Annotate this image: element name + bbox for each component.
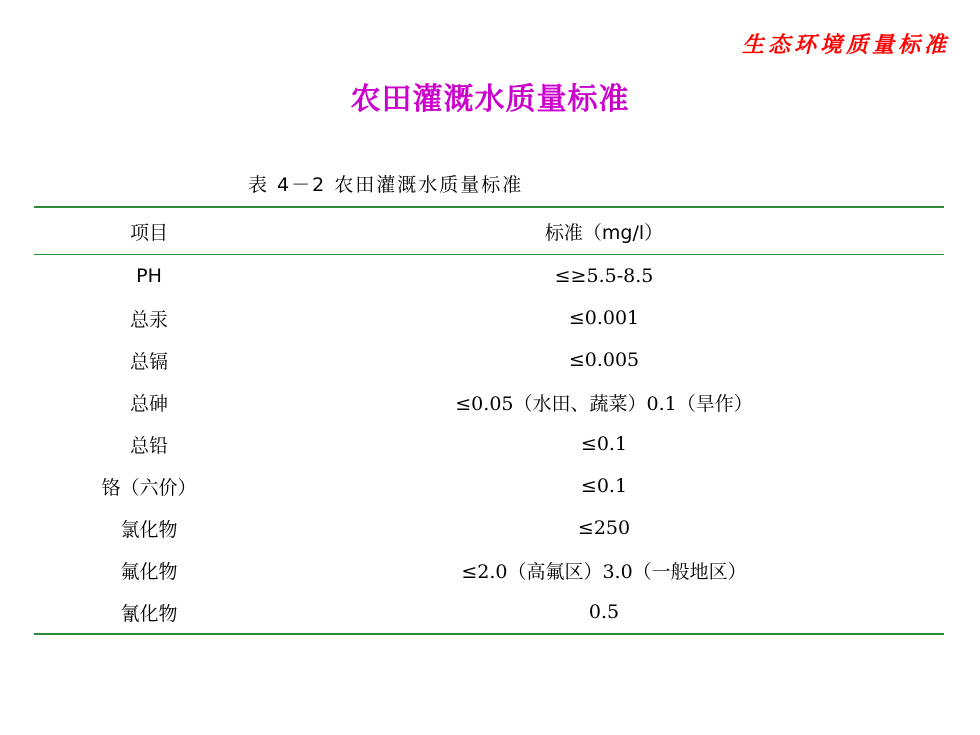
table-row bbox=[34, 339, 944, 381]
column-header-item: 项目 bbox=[129, 221, 168, 244]
item-cell: PH bbox=[136, 265, 162, 287]
item-cell: 铬（六价） bbox=[101, 476, 197, 499]
standards-table bbox=[34, 206, 944, 635]
standard-cell: 0.5 bbox=[588, 601, 620, 623]
item-cell: 总铅 bbox=[129, 434, 168, 457]
table-row bbox=[34, 423, 944, 465]
standard-cell: ≤250 bbox=[577, 517, 631, 539]
table-header bbox=[34, 207, 944, 255]
standard-cell: ≤2.0（高氟区）3.0（一般地区） bbox=[461, 560, 747, 583]
table-caption: 表 4－2 农田灌溉水质量标准 bbox=[248, 174, 524, 196]
standard-cell: ≤≥5.5-8.5 bbox=[554, 265, 654, 287]
standard-cell: ≤0.001 bbox=[568, 307, 640, 329]
column-header-standard: 标准（mg/l） bbox=[544, 221, 664, 244]
standards-table-container bbox=[34, 206, 944, 635]
header-row bbox=[34, 207, 944, 255]
item-cell: 氰化物 bbox=[120, 602, 178, 625]
corner-title: 生态环境质量标准 bbox=[741, 32, 950, 58]
standard-cell: ≤0.05（水田、蔬菜）0.1（旱作） bbox=[455, 392, 753, 415]
table-row bbox=[34, 591, 944, 634]
item-cell: 总镉 bbox=[129, 350, 168, 373]
table-row bbox=[34, 549, 944, 591]
standard-cell: ≤0.1 bbox=[580, 433, 628, 455]
standard-cell: ≤0.1 bbox=[580, 475, 628, 497]
item-cell: 总汞 bbox=[129, 308, 168, 331]
table-row bbox=[34, 297, 944, 339]
item-cell: 氯化物 bbox=[120, 518, 178, 541]
table-body bbox=[34, 255, 944, 635]
page-title: 农田灌溉水质量标准 bbox=[350, 82, 630, 117]
table-row bbox=[34, 465, 944, 507]
item-cell: 氟化物 bbox=[120, 560, 178, 583]
table-row bbox=[34, 507, 944, 549]
item-cell: 总砷 bbox=[129, 392, 168, 415]
table-row bbox=[34, 381, 944, 423]
standard-cell: ≤0.005 bbox=[568, 349, 640, 371]
table-row bbox=[34, 255, 944, 298]
